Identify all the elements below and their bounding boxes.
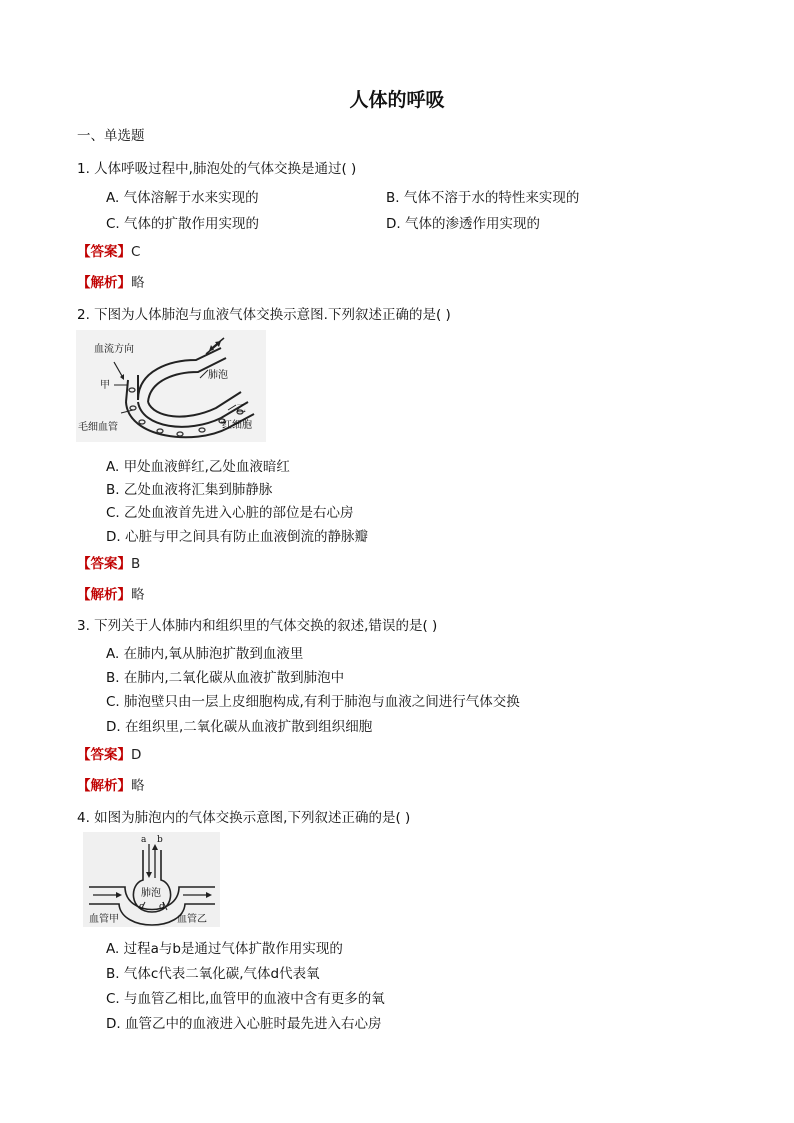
q2-option-c: C. 乙处血液首先进入心脏的部位是右心房: [106, 505, 354, 521]
fig2-label-yi: 乙: [236, 404, 246, 415]
fig4-label-a: a: [141, 835, 147, 845]
fig4-label-vessel-jia: 血管甲: [89, 914, 119, 925]
q2-answer-value: B: [131, 556, 141, 572]
fig2-label-flow: 血流方向: [94, 344, 134, 355]
q4-stem: 4. 如图为肺泡内的气体交换示意图,下列叙述正确的是( ): [77, 810, 411, 826]
analysis-tag: 【解析】: [77, 587, 131, 603]
q2-analysis-value: 略: [131, 587, 145, 603]
q2-answer: [77, 552, 140, 572]
fig4-label-b: b: [157, 835, 163, 845]
answer-tag: 【答案】: [77, 556, 131, 572]
q3-option-d: D. 在组织里,二氧化碳从血液扩散到组织细胞: [106, 719, 373, 735]
q3-stem: 3. 下列关于人体肺内和组织里的气体交换的叙述,错误的是( ): [77, 618, 438, 634]
q2-option-a: A. 甲处血液鲜红,乙处血液暗红: [106, 459, 290, 475]
q3-answer: [77, 743, 141, 763]
q1-stem: 1. 人体呼吸过程中,肺泡处的气体交换是通过( ): [77, 161, 357, 177]
fig2-label-rbc: 红细胞: [222, 420, 252, 431]
q4-figure-alveolus-exchange: [83, 832, 220, 927]
q3-option-a: A. 在肺内,氧从肺泡扩散到血液里: [106, 646, 304, 662]
q2-option-d: D. 心脏与甲之间具有防止血液倒流的静脉瓣: [106, 529, 368, 545]
q1-option-d: D. 气体的渗透作用实现的: [386, 216, 540, 232]
q1-option-c: C. 气体的扩散作用实现的: [106, 216, 260, 232]
q1-option-b: B. 气体不溶于水的特性来实现的: [386, 190, 580, 206]
fig4-label-c: c: [139, 902, 145, 912]
analysis-tag: 【解析】: [77, 275, 131, 291]
q2-figure-alveolus-capillary: [76, 330, 266, 442]
q4-option-d: D. 血管乙中的血液进入心脏时最先进入右心房: [106, 1016, 382, 1032]
q2-stem: 2. 下图为人体肺泡与血液气体交换示意图.下列叙述正确的是( ): [77, 307, 451, 323]
fig2-label-jia: 甲: [100, 380, 110, 391]
q1-answer: [77, 240, 140, 260]
q2-option-b: B. 乙处血液将汇集到肺静脉: [106, 482, 273, 498]
analysis-tag: 【解析】: [77, 778, 131, 794]
answer-tag: 【答案】: [77, 747, 131, 763]
q3-answer-value: D: [131, 747, 142, 763]
fig4-label-d: d: [159, 902, 165, 912]
q1-answer-value: C: [131, 244, 141, 260]
page-title: 人体的呼吸: [349, 89, 445, 111]
q4-option-c: C. 与血管乙相比,血管甲的血液中含有更多的氧: [106, 991, 385, 1007]
section-heading: 一、单选题: [77, 128, 145, 144]
answer-tag: 【答案】: [77, 244, 131, 260]
fig4-label-vessel-yi: 血管乙: [177, 914, 207, 925]
q3-analysis-value: 略: [131, 778, 145, 794]
q4-option-b: B. 气体c代表二氧化碳,气体d代表氧: [106, 966, 320, 982]
fig4-label-alveolus: 肺泡: [141, 888, 161, 899]
fig2-label-alveolus: 肺泡: [208, 370, 228, 381]
q1-analysis: [77, 271, 145, 291]
q4-option-a: A. 过程a与b是通过气体扩散作用实现的: [106, 941, 343, 957]
q3-option-c: C. 肺泡壁只由一层上皮细胞构成,有利于肺泡与血液之间进行气体交换: [106, 694, 520, 710]
q1-analysis-value: 略: [131, 275, 145, 291]
q3-option-b: B. 在肺内,二氧化碳从血液扩散到肺泡中: [106, 670, 345, 686]
fig2-label-capillary: 毛细血管: [78, 422, 118, 433]
q3-analysis: [77, 774, 145, 794]
q1-option-a: A. 气体溶解于水来实现的: [106, 190, 259, 206]
q2-analysis: [77, 583, 145, 603]
